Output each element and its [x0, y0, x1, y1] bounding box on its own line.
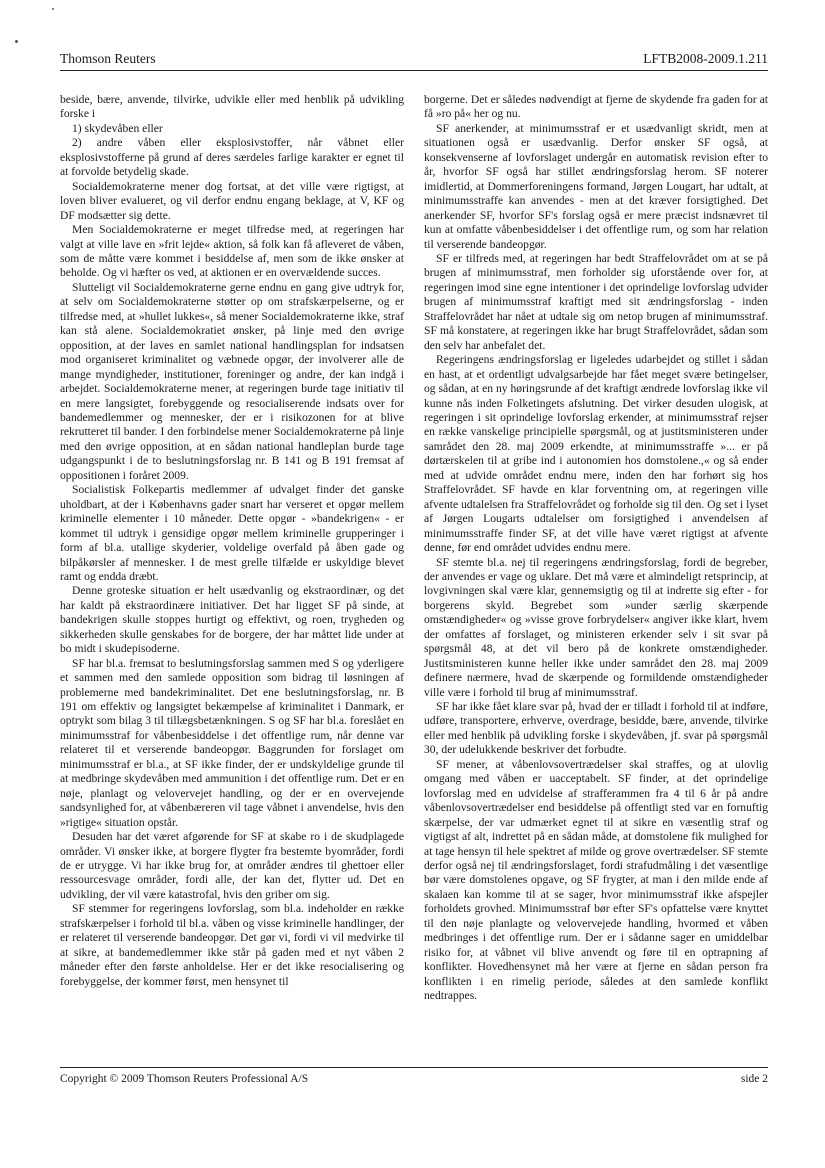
footer-rule	[60, 1067, 768, 1068]
page-number: side 2	[740, 1073, 768, 1085]
page-header	[60, 50, 768, 68]
paragraph: Socialistisk Folkepartis medlemmer af udvalget finder det ganske uholdbart, at der i Københavns gader snart har verseret et opgør mellem kriminelle elementer i 10 måneder. Dette opgør - »bandekrigen« - er kommet til udtryk i gensidige opgør mellem kriminelle grupperinger i form af bl.a. utallige skyderier, voldelige overfald på åben gade og bilpåkørsler af mennesker. I de mest grelle tilfælde er uskyldige blevet ramt og endda dræbt.	[60, 483, 404, 583]
scan-speck	[15, 40, 18, 43]
scan-speck	[52, 8, 54, 10]
paragraph: Desuden har det været afgørende for SF at skabe ro i de skudplagede områder. Vi ønsker ikke, at borgere flygter fra bestemte byområder, fordi de er utrygge. Vi har ikke brug for, at områder ændres til ghettoer eller ressourcesvage områder, fordi alle, der kan det, flytter ud. Det en udvikling, der vil være katastrofal, hvis den griber om sig.	[60, 830, 404, 901]
document-reference: LFTB2008-2009.1.211	[643, 51, 768, 66]
paragraph: SF stemmer for regeringens lovforslag, som bl.a. indeholder en række strafskærpelser i forhold til bl.a. våben og visse kriminelle handlinger, der er relateret til verserende bandeopgør. Det gør vi, fordi vi vil medvirke til at sikre, at bandemedlemmer ikke står på gaden med et nyt våben 2 måneder efter den første anholdelse. Her er det ikke resocialisering og forebyggelse, der kommer først, men hensynet til	[60, 902, 404, 988]
list-item: 2) andre våben eller eksplosivstoffer, når våbnet eller eksplosivstofferne på grund af deres særdeles farlige karakter er egnet til at forvolde betydelig skade.	[60, 136, 404, 179]
paragraph: Denne groteske situation er helt usædvanlig og ekstraordinær, og det har kaldt på ekstraordinære initiativer. Det har ligget SF på sinde, at bandekrigen skulle stoppes hurtigt og effektivt, og roen, trygheden og sikkerheden skulle genskabes for de borgere, der har måttet lide under at bo midt i skudepisoderne.	[60, 584, 404, 656]
paragraph: SF har ikke fået klare svar på, hvad der er tilladt i forhold til at indføre, udføre, transportere, erhverve, overdrage, besidde, bære, anvende, tilvirke eller med henblik på udvikling forske i skydevåben, jf. svar på spørgsmål 30, der udelukkende beskriver det forbudte.	[424, 700, 768, 757]
paragraph: Socialdemokraterne mener dog fortsat, at det ville være rigtigst, at loven bliver evalueret, og vil derfor endnu engang beklage, at V, KF og DF modsætter sig dette.	[60, 179, 404, 222]
paragraph: SF stemte bl.a. nej til regeringens ændringsforslag, fordi de begreber, der anvendes er vage og uklare. Det må være et almindeligt retsprincip, at lovgivningen skal være klar, gennemsigtig og til at indrette sig efter - for borgerens skyld. Begrebet som »under særlig skærpende omstændigheder« og »visse grove forbrydelser« angiver ikke klart, hvem der omfattes af forslaget, og ministeren erkender selv i sit svar på spørgsmål 48, at det vil bero på de konkrete omstændigheder. Justitsministeren kunne heller ikke under samrådet den 28. maj 2009 definere nærmere, hvad de skærpende og formildende omstændigheder ville være i forhold til brug af minimumsstraf.	[424, 555, 768, 699]
paragraph: beside, bære, anvende, tilvirke, udvikle eller med henblik på udvikling forske i	[60, 93, 404, 121]
copyright-notice: Copyright © 2009 Thomson Reuters Professional A/S	[60, 1073, 309, 1085]
list-item: 1) skydevåben eller	[72, 121, 163, 135]
page-footer	[60, 1071, 768, 1087]
paragraph: SF anerkender, at minimumsstraf er et usædvanligt skridt, men at situationen også er usædvanlig. Derfor ønsker SF også, at konsekvenserne af lovforslaget undergår en automatisk revision efter to år, hvorfor SF også har stillet ændringsforslag herom. SF noterer imidlertid, at Dommerforeningens formand, Jørgen Lougart, har udtalt, at minimumsstraffe kan anvendes - men at det kræver forsigtighed. Det anerkender SF, hvorfor SF's forslag også er mere præcist indsnævret til kun at omfatte våbenbesiddelser i det offentlige rum, og som har relation til verserende bandeopgør.	[424, 121, 768, 251]
paragraph: SF har bl.a. fremsat to beslutningsforslag sammen med S og yderligere et sammen med den samlede opposition som bidrag til løsningen af problemerne med bandekriminalitet. Det ene beslutningsforslag, nr. B 191 om effektiv og langsigtet bekæmpelse af kriminalitet i Danmark, er optrykt som bilag 3 til tillægsbetænkningen. S og SF har bl.a. foreslået en minimumsstraf for våbenbesiddelse i det offentlige rum, når denne var relateret til et verserende bandeopgør. Baggrunden for forslaget om minimumsstraf er bl.a., at SF ikke finder, der er undskyldelige grunde til at medbringe skydevåben med ammunition i det offentlige rum. Det er en nøje, planlagt og velovervejet handling, og der er en overvejende sandsynlighed for, at våbenbæreren vil tage våbnet i anvendelse, hvis den »rigtige« situation opstår.	[60, 656, 404, 829]
paragraph: SF er tilfreds med, at regeringen har bedt Straffelovrådet om at se på brugen af minimumsstraf, men forholder sig uforstående over for, at regeringen imod sine egne intentioner i det oprindelige lovforslag udvider brugen af minimumsstraf kraftigt med sit ændringsforslag - inden Straffelovrådet har nået at udtale sig om netop brugen af minimumsstraf. SF må konstatere, at regeringen ikke har brugt Straffelovrådet, sådan som den selv har anbefalet det.	[424, 251, 768, 352]
header-rule	[60, 70, 768, 71]
paragraph: Regeringens ændringsforslag er ligeledes udarbejdet og stillet i sådan en hast, at et ordentligt udvalgsarbejde har fået meget svære betingelser, og sådan, at en ny høringsrunde af det kraftigt ændrede lovforslag ikke vil kunne nås inden Folketingets afslutning. Det virker desuden ulogisk, at regeringen i sit oprindelige lovforslag erkender, at minimumsstraf rejser en række vanskelige principielle spørgsmål, og at justitsministeren under samrådet den 28. maj 2009 erkendte, at minimumsstraffe »... er på dørtærskelen til at gribe ind i autonomien hos domstolene.,« og så ender med at udvide området endnu mere, inden den har forhørt sig hos Straffelovrådet. SF havde en klar forventning om, at regeringen ville afvente udtalelsen fra Straffelovrådet og forholde sig til den. Og set i lyset af Jørgen Lougarts udtalelser om forsigtighed i anvendelsen af minimumsstraffe finder SF, at det ville have været rigtigst at afvente denne, før end området udvides endnu mere.	[424, 353, 768, 555]
paragraph: Slutteligt vil Socialdemokraterne gerne endnu en gang give udtryk for, at selv om Socialdemokraterne støtter op om strafskærpelserne, og er tilfredse med, at »hullet lukkes«, så mener Socialdemokraterne ikke, straf kan stå alene. Socialdemokratiet ønsker, på linje med den øvrige opposition, at der laves en samlet national handlingsplan for indsatsen mod organiseret kriminalitet og væbnede opgør, der involverer alle de mange myndigheder, institutioner, foreninger og andre, der kan indgå i arbejdet. Socialdemokraterne mener, at regeringen burde tage initiativ til en mere langsigtet, forebyggende og resocialiserende indsats over for bandemedlemmer og mennesker, der er i risikozonen for at blive rekrutteret til bander. I den forbindelse mener Socialdemokraterne på linje med den øvrige opposition, at en sådan national handleplan burde tage udgangspunkt i de to beslutningsforslag nr. B 141 og B 191 fremsat af oppositionen i foråret 2009.	[60, 280, 404, 482]
paragraph: borgerne. Det er således nødvendigt at fjerne de skydende fra gaden for at få »ro på« her og nu.	[424, 93, 768, 121]
right-column	[424, 93, 768, 1065]
left-column	[60, 93, 404, 1065]
paragraph: Men Socialdemokraterne er meget tilfredse med, at regeringen har valgt at ville lave en »frit lejde« aktion, så folk kan få afleveret de våben, som de måtte være kommet i besiddelse af, men som de ikke ønsker at beholde. Og vi hæfter os ved, at aktionen er en overvældende succes.	[60, 223, 404, 280]
paragraph: SF mener, at våbenlovsovertrædelser skal straffes, og at ulovlig omgang med våben er uacceptabelt. SF finder, at det oprindelige lovforslag med en udvidelse af strafferammen fra 4 til 6 år på andre våbenlovsovertrædelser end besiddelse på offentligt sted var en fornuftig skærpelse, der var udmærket egnet til at sikre en væsentlig straf og vigtigst af alt, indrettet på en sådan måde, at domstolene fik mulighed for at tage hensyn til hele spektret af milde og grove overtrædelser. SF stemte derfor også nej til ændringsforslaget, fordi strafudmåling i det væsentlige bør være domstolenes opgave, og SF frygter, at man i den milde ende af skalaen kan komme til at se sager, hvor minimumsstraf ikke afspejler forholdets grovhed. Minimumsstraf bør efter SF's opfattelse være knyttet til den nøje planlagte og velovervejede handling, hvormed et våben medbringes i det offentlige rum. Der er i sådanne sager en umiddelbar risiko for, at våbnet vil blive anvendt og føre til en optrapning af konflikter. Hovedhensynet må her være at fjerne en sådan person fra konflikten i en rimelig periode, således at den samlede konflikt nedtrappes.	[424, 757, 768, 1003]
publisher-name: Thomson Reuters	[60, 51, 156, 66]
